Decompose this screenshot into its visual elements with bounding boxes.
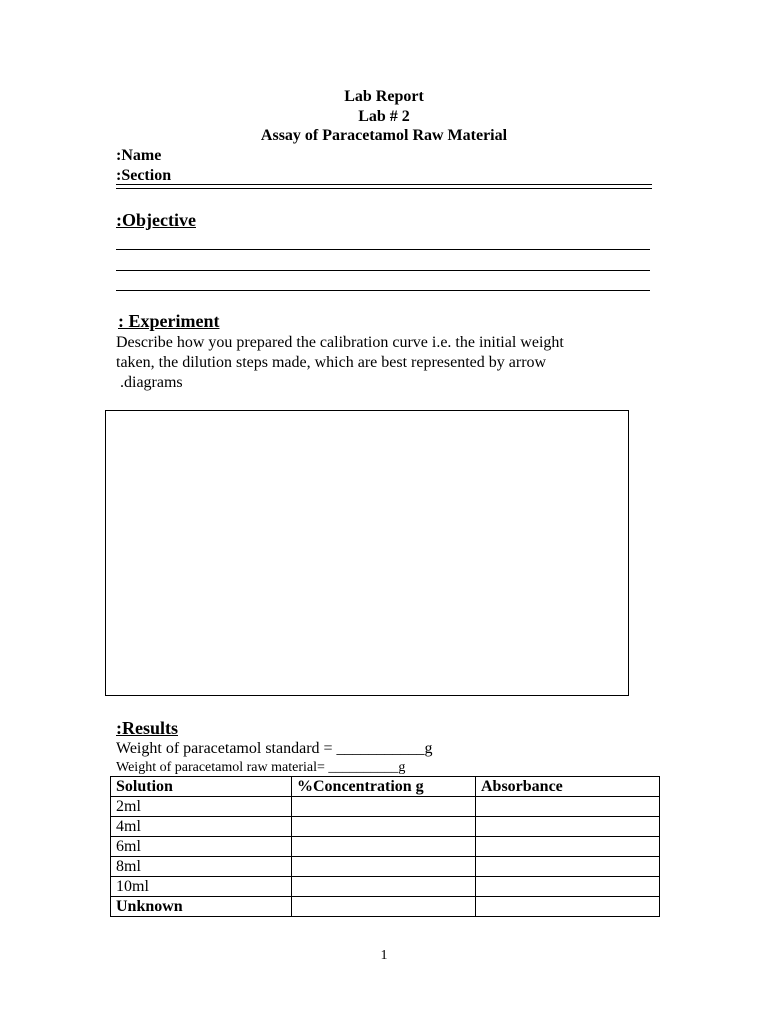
report-title: Lab Report: [344, 88, 424, 105]
header-absorbance: Absorbance: [476, 777, 660, 797]
solution-cell: 2ml: [111, 797, 292, 817]
absorbance-cell[interactable]: [476, 857, 660, 877]
absorbance-cell[interactable]: [476, 817, 660, 837]
table-row: [111, 877, 660, 897]
solution-cell: 8ml: [111, 857, 292, 877]
lab-number: Lab # 2: [358, 107, 410, 125]
diagram-drawing-box[interactable]: [105, 410, 629, 696]
section-divider-bottom: [116, 188, 652, 189]
experiment-line-2: taken, the dilution steps made, which are best represented by arrow: [116, 354, 547, 371]
experiment-heading: : Experiment: [118, 311, 220, 331]
experiment-instructions: [116, 333, 656, 393]
raw-weight-line: Weight of paracetamol raw material= __________g: [116, 760, 406, 775]
results-heading: :Results: [116, 718, 178, 738]
objective-line-2[interactable]: [116, 270, 650, 271]
table-row: [111, 817, 660, 837]
report-subtitle: Assay of Paracetamol Raw Material: [260, 127, 508, 144]
concentration-cell[interactable]: [292, 797, 476, 817]
concentration-cell[interactable]: [292, 877, 476, 897]
experiment-line-3: .diagrams: [120, 374, 183, 391]
section-divider-top: [116, 184, 652, 185]
absorbance-cell[interactable]: [476, 897, 660, 917]
table-row: [111, 897, 660, 917]
absorbance-cell[interactable]: [476, 877, 660, 897]
table-row: [111, 837, 660, 857]
header-concentration: %Concentration g: [292, 777, 476, 797]
solution-cell: 4ml: [111, 817, 292, 837]
concentration-cell[interactable]: [292, 817, 476, 837]
table-header-row: [111, 777, 660, 797]
concentration-cell[interactable]: [292, 897, 476, 917]
concentration-cell[interactable]: [292, 857, 476, 877]
table-row: [111, 797, 660, 817]
objective-heading: :Objective: [116, 210, 196, 230]
results-table: [110, 776, 660, 917]
name-label: :Name: [116, 147, 162, 164]
report-header: [0, 87, 768, 146]
absorbance-cell[interactable]: [476, 837, 660, 857]
objective-line-1[interactable]: [116, 249, 650, 250]
concentration-cell[interactable]: [292, 837, 476, 857]
objective-line-3[interactable]: [116, 290, 650, 291]
solution-cell-unknown: Unknown: [111, 897, 292, 917]
absorbance-cell[interactable]: [476, 797, 660, 817]
solution-cell: 10ml: [111, 877, 292, 897]
header-solution: Solution: [111, 777, 292, 797]
table-row: [111, 857, 660, 877]
solution-cell: 6ml: [111, 837, 292, 857]
page-number: 1: [380, 948, 388, 963]
experiment-line-1: Describe how you prepared the calibration curve i.e. the initial weight: [116, 334, 564, 351]
section-label: :Section: [116, 167, 172, 184]
standard-weight-line: Weight of paracetamol standard = ___________g: [116, 740, 433, 757]
